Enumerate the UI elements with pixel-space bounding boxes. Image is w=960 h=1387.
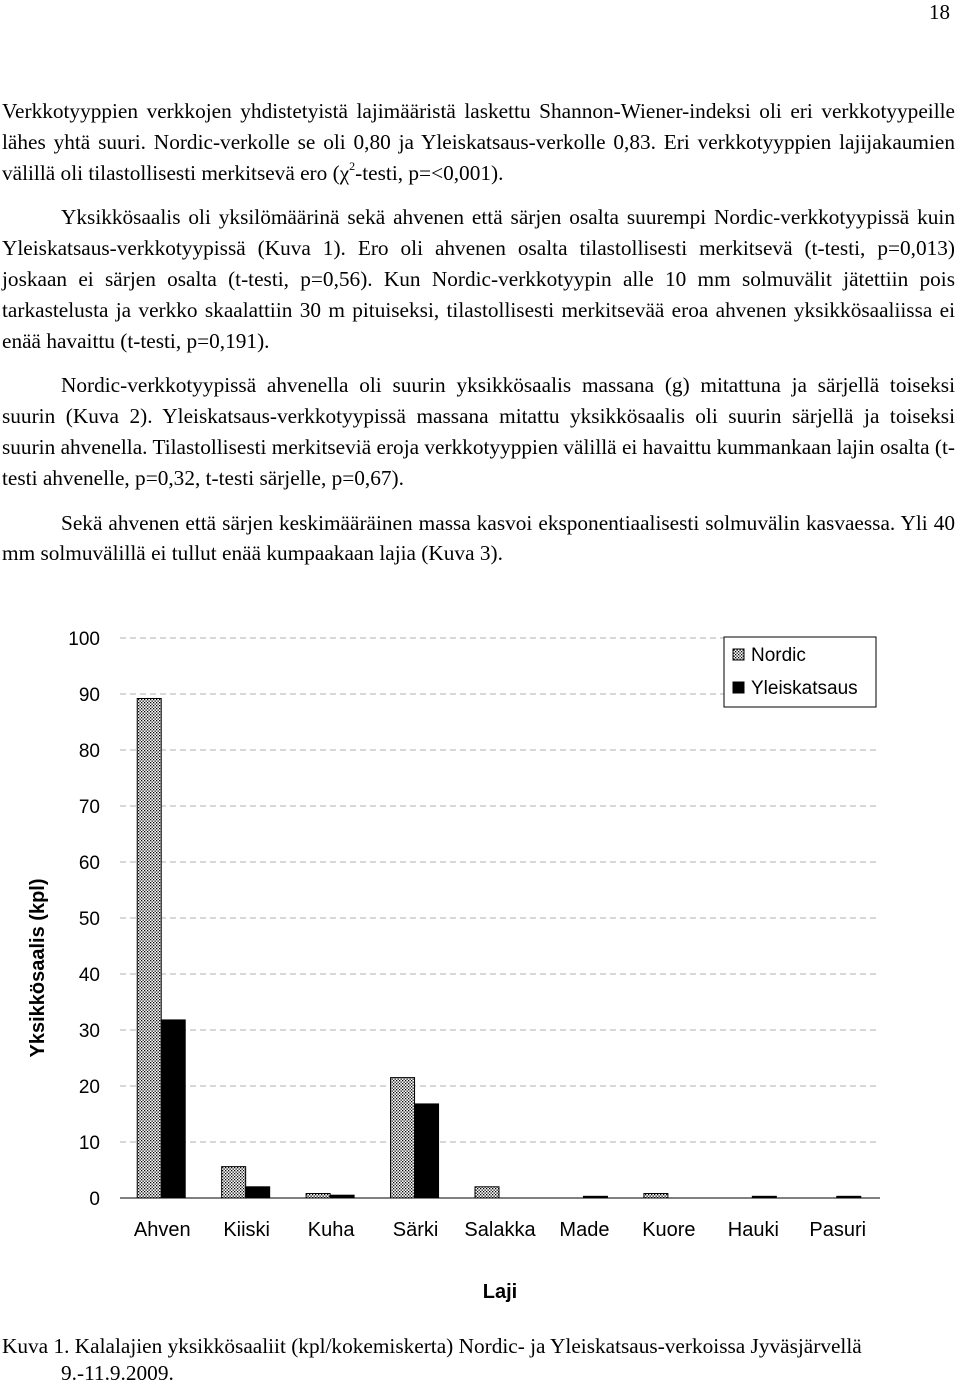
- x-tick-label: Pasuri: [809, 1219, 867, 1241]
- y-tick-label: 0: [89, 1189, 100, 1210]
- page-number: 18: [929, 0, 950, 24]
- legend-swatch-nordic: [733, 649, 744, 660]
- caption-line-2: 9.-11.9.2009.: [61, 1361, 174, 1385]
- body-text: [2, 96, 955, 583]
- y-tick-label: 30: [78, 1021, 100, 1042]
- bar-nordic-särki: [391, 1078, 415, 1198]
- paragraph-1-text-b: -testi, p=<0,001).: [355, 160, 504, 185]
- x-tick-label: Kuore: [642, 1219, 696, 1241]
- x-tick-label: Kiiski: [223, 1219, 271, 1241]
- bar-nordic-salakka: [475, 1187, 499, 1198]
- paragraph-4: Sekä ahvenen että särjen keskimääräinen massa kasvoi eksponentiaalisesti solmuvälin kasvaessa. Yli 40 mm solmuvälillä ei tullut enää kumpaakaan lajia (Kuva 3).: [2, 510, 955, 566]
- x-tick-label: Ahven: [133, 1219, 191, 1241]
- y-tick-label: 40: [78, 965, 100, 986]
- x-tick-label: Särki: [392, 1219, 439, 1241]
- legend-swatch-yleiskatsaus: [733, 682, 744, 693]
- caption-line-1: Kuva 1. Kalalajien yksikkösaaliit (kpl/kokemiskerta) Nordic- ja Yleiskatsaus-verkoissa Jyväsjärvellä: [2, 1334, 862, 1358]
- x-tick-label: Salakka: [464, 1219, 536, 1241]
- legend-label-yleiskatsaus: Yleiskatsaus: [751, 678, 858, 699]
- bar-yleiskatsaus-kiiski: [246, 1187, 270, 1198]
- y-tick-label: 60: [78, 853, 100, 874]
- paragraph-1: [2, 96, 955, 188]
- y-tick-label: 10: [78, 1133, 100, 1154]
- bar-yleiskatsaus-särki: [415, 1104, 439, 1198]
- x-tick-label: Kuha: [307, 1219, 355, 1241]
- y-tick-label: 100: [68, 629, 100, 650]
- legend: [724, 637, 876, 707]
- legend-label-nordic: Nordic: [751, 645, 806, 666]
- bar-nordic-kiiski: [222, 1167, 246, 1198]
- x-tick-label: Hauki: [727, 1219, 779, 1241]
- figure-caption: [2, 1333, 955, 1387]
- chi-square-superscript: 2: [349, 158, 356, 173]
- gridlines: [120, 638, 880, 1142]
- x-axis-label: Laji: [482, 1281, 518, 1303]
- y-tick-label: 90: [78, 685, 100, 706]
- y-tick-label: 80: [78, 741, 100, 762]
- y-tick-label: 70: [78, 797, 100, 818]
- bar-chart: [0, 600, 960, 1320]
- y-tick-label: 20: [78, 1077, 100, 1098]
- bar-nordic-kuha: [306, 1194, 330, 1198]
- y-tick-label: 50: [78, 909, 100, 930]
- y-axis-label: Yksikkösaalis (kpl): [27, 878, 49, 1058]
- bars: [137, 698, 861, 1198]
- x-tick-label: Made: [559, 1219, 610, 1241]
- bar-nordic-kuore: [644, 1194, 668, 1198]
- bar-nordic-ahven: [137, 698, 161, 1198]
- x-axis-labels: [134, 1219, 866, 1241]
- paragraph-3: Nordic-verkkotyypissä ahvenella oli suurin yksikkösaalis massana (g) mitattuna ja särjellä toiseksi suurin (Kuva 2). Yleiskatsaus-verkkotyypissä massana mitattu yksikkösaalis oli suurin särjellä ja toiseksi suurin ahvenella. Tilastollisesti merkitseviä eroja verkkotyyppien välillä ei havaittu kummankaan lajin osalta (t-testi ahvenelle, p=0,32, t-testi särjelle, p=0,67).: [2, 373, 955, 490]
- bar-yleiskatsaus-ahven: [161, 1020, 185, 1198]
- paragraph-1-text-a: Verkkotyyppien verkkojen yhdistetyistä lajimääristä laskettu Shannon-Wiener-indeksi oli eri verkkotyypeille lähes yhtä suuri. Nordic-verkolle se oli 0,80 ja Yleiskatsaus-verkolle 0,83. Eri verkkotyyppien lajijakaumien välillä oli tilastollisesti merkitsevä ero (χ: [2, 99, 955, 185]
- paragraph-2: Yksikkösaalis oli yksilömäärinä sekä ahvenen että särjen osalta suurempi Nordic-verkkotyypissä kuin Yleiskatsaus-verkkotyypissä (Kuva 1). Ero oli ahvenen osalta tilastollisesti merkitsevä (t-testi, p=0,013) joskaan ei särjen osalta (t-testi, p=0,56). Kun Nordic-verkkotyypin alle 10 mm solmuvälit jätettiin pois tarkastelusta ja verkko skaalattiin 30 m pituiseksi, tilastollisesti merkitsevää eroa ahvenen yksikkösaaliissa ei enää havaittu (t-testi, p=0,191).: [2, 205, 955, 353]
- y-axis-ticks: [68, 629, 100, 1210]
